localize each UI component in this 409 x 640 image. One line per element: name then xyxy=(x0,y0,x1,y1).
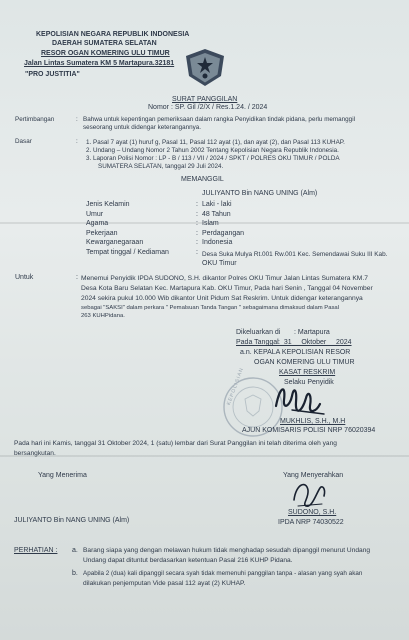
paper-fold xyxy=(0,455,409,457)
item-marker: a. xyxy=(72,547,78,554)
colon: : xyxy=(196,220,198,228)
perhatian-text: Barang siapa yang dengan melawan hukum tidak menghadap sesudah dipanggil menurut Undang xyxy=(83,547,371,554)
untuk-text: Desa Kota Baru Selatan Kec. Martapura Kab. OKU Timur, Pada hari Senin , Tanggal 04 November xyxy=(81,285,373,292)
identity-label: Kewarganegaraan xyxy=(86,239,144,247)
untuk-text: Menemui Penyidik IPDA SUDONO, S.H. dikantor Polres OKU Timur Jalan Lintas Sumatera KM.7 xyxy=(81,275,368,282)
summoned-name: JULIYANTO Bin NANG UNING (Alm) xyxy=(202,190,318,197)
perhatian-text: dilakukan penjemputan Vide pasal 112 ayat (2) KUHAP. xyxy=(83,580,246,587)
identity-label: Umur xyxy=(86,210,104,218)
issued-unit: OGAN KOMERING ULU TIMUR xyxy=(254,359,355,366)
document-number: Nomor : SP. Gil /2/X / Res.1.24. / 2024 xyxy=(148,104,268,111)
untuk-text: 263 KUHPidana. xyxy=(81,313,125,319)
dasar-label: Dasar xyxy=(15,138,32,145)
identity-label: Jenis Kelamin xyxy=(86,201,130,208)
issued-on-behalf: a.n. KEPALA KEPOLISIAN RESOR xyxy=(240,349,351,356)
identity-value: Perdagangan xyxy=(202,229,245,237)
issued-date-label: Pada Tanggal xyxy=(236,339,279,346)
signer-rank: AJUN KOMISARIS POLISI NRP 76020394 xyxy=(242,427,376,434)
identity-value: Desa Suka Mulya Rt.001 Rw.001 Kec. Semendawai Suku III Kab. xyxy=(202,251,388,258)
receiver-name: JULIYANTO Bin NANG UNING (Alm) xyxy=(14,517,130,524)
issued-place-label: Dikeluarkan di xyxy=(236,329,281,336)
identity-value: OKU Timur xyxy=(202,260,237,267)
issued-role: Selaku Penyidik xyxy=(284,379,334,386)
colon: : xyxy=(76,116,78,123)
pertimbangan-text: Bahwa untuk kepentingan pemeriksaan dalam rangka Penyidikan tindak pidana, perlu memanggil xyxy=(83,116,355,123)
item-marker: b. xyxy=(72,570,78,577)
identity-value: Islam xyxy=(202,220,219,228)
colon: : xyxy=(196,210,198,218)
untuk-label: Untuk xyxy=(15,274,34,281)
issued-place: : Martapura xyxy=(294,329,330,336)
untuk-text: 2024 sekira pukul 10.000 Wib dikantor Unit Pidum Sat Reskrim. Untuk didengar keterangannya xyxy=(81,295,363,302)
identity-label: Agama xyxy=(86,220,109,228)
untuk-text: sebagai "SAKSI" dalam perkara " Pemalsuan Tanda Tangan " sebagaimana dimaksud dalam Pasal xyxy=(81,305,339,311)
colon: : xyxy=(76,138,78,145)
dasar-item: 3. Laporan Polisi Nomor : LP - B / 113 / VII / 2024 / SPKT / POLRES OKU TIMUR / POLDA xyxy=(86,155,340,162)
colon: : xyxy=(76,274,78,281)
signature-mukhlis xyxy=(262,376,332,424)
giver-name: SUDONO, S.H. xyxy=(288,509,337,516)
receiver-label: Yang Menerima xyxy=(38,472,87,479)
identity-value: Laki - laki xyxy=(202,201,232,208)
giver-nrp: IPDA NRP 74030522 xyxy=(278,519,344,526)
issued-title: KASAT RESKRIM xyxy=(279,369,336,376)
police-emblem-logo xyxy=(181,46,229,88)
pertimbangan-label: Pertimbangan xyxy=(15,116,55,123)
identity-label: Pekerjaan xyxy=(86,229,118,237)
dasar-item: SUMATERA SELATAN, tanggal 29 Juli 2024. xyxy=(98,163,224,170)
perhatian-label: PERHATIAN : xyxy=(14,547,58,554)
dasar-item: 2. Undang – Undang Nomor 2 Tahun 2002 Tentang Kepolisian Negara Republik Indonesia. xyxy=(86,147,339,154)
pertimbangan-text: seseorang untuk didengar keterangannya. xyxy=(83,124,201,131)
signer-name: MUKHLIS, S.H., M.H xyxy=(280,418,346,425)
perhatian-text: Apabila 2 (dua) kali dipanggil secara syah tidak memenuhi panggilan tanpa - alasan yang syah akan xyxy=(83,570,363,577)
identity-value: Indonesia xyxy=(202,239,233,247)
memanggil-heading: MEMANGGIL xyxy=(181,176,224,183)
receipt-text: bersangkutan. xyxy=(14,450,56,457)
document-title: SURAT PANGGILAN xyxy=(172,96,238,103)
receipt-text: Pada hari ini Kamis, tanggal 31 Oktober 2024, 1 (satu) lembar dari Surat Panggilan ini telah diterima oleh yang xyxy=(14,440,337,447)
colon: : xyxy=(196,239,198,247)
stamp-text: KEPOLISIAN xyxy=(226,366,246,407)
issued-date: : 31 Oktober 2024 xyxy=(278,339,352,346)
header-line2: DAERAH SUMATERA SELATAN xyxy=(52,40,157,47)
dasar-item: 1. Pasal 7 ayat (1) huruf g, Pasal 11, Pasal 112 ayat (1), dan ayat (2), dan Pasal 113 KUHAP. xyxy=(86,139,345,146)
identity-value: 48 Tahun xyxy=(202,210,231,218)
colon: : xyxy=(196,249,198,256)
perhatian-text: Undang dapat dituntut berdasarkan ketentuan Pasal 216 KUHP Pidana. xyxy=(83,557,293,564)
colon: : xyxy=(196,201,198,208)
header-line3: RESOR OGAN KOMERING ULU TIMUR xyxy=(41,50,170,57)
colon: : xyxy=(196,229,198,237)
pro-justitia: "PRO JUSTITIA" xyxy=(25,71,80,78)
giver-label: Yang Menyerahkan xyxy=(283,472,344,479)
identity-label: Tempat tinggal / Kediaman xyxy=(86,249,169,256)
header-line1: KEPOLISIAN NEGARA REPUBLIK INDONESIA xyxy=(36,31,190,38)
header-address: Jalan Lintas Sumatera KM 5 Martapura.32181 xyxy=(24,60,175,67)
